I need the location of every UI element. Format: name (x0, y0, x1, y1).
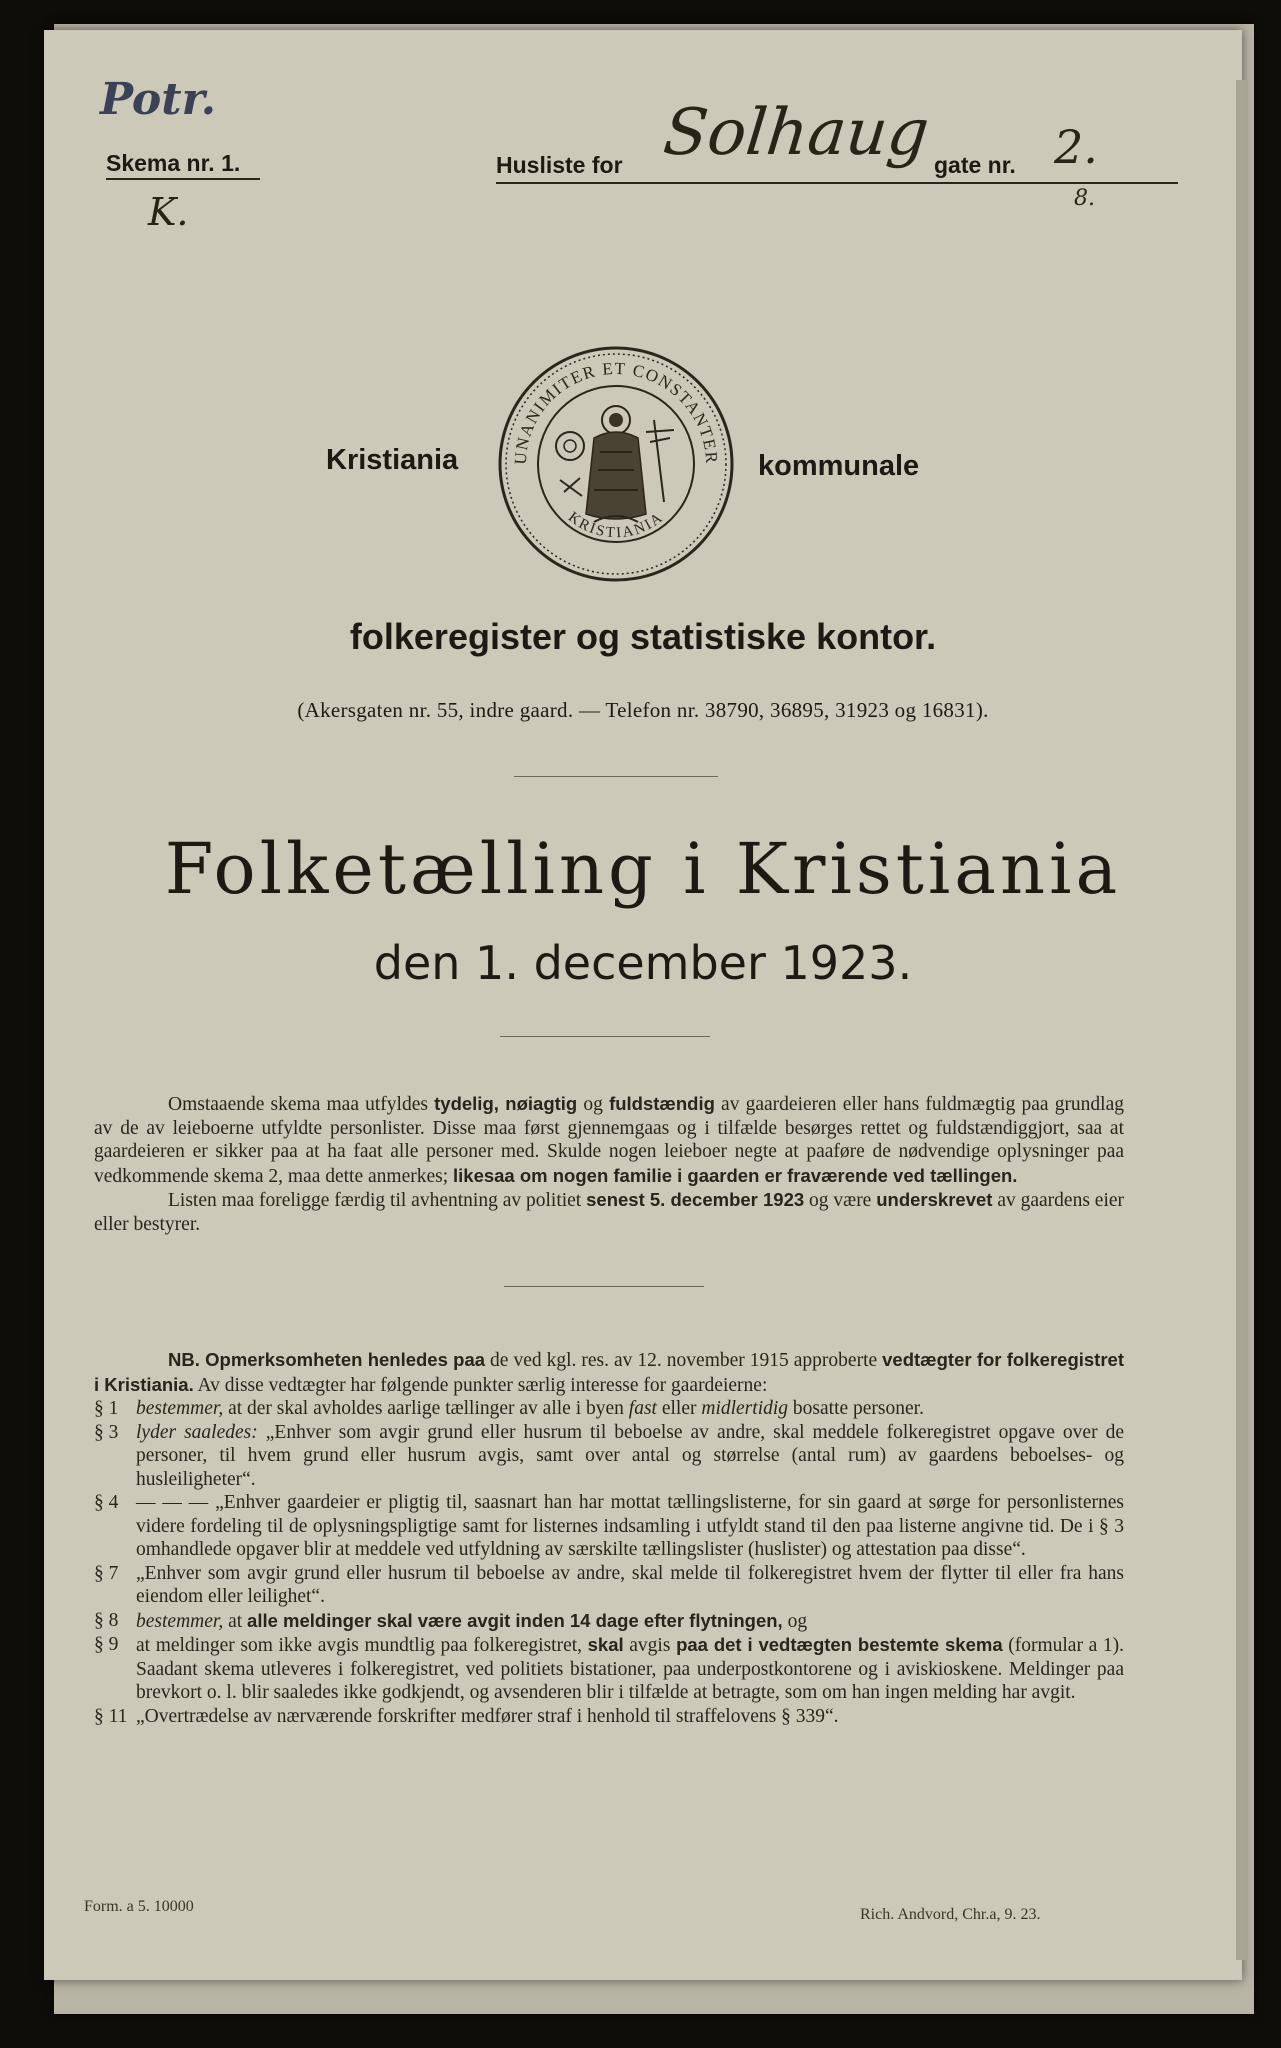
nb-italic: bestemmer, (136, 1610, 224, 1632)
section-11 (94, 1705, 1124, 1729)
nb-italic: lyder saaledes: (136, 1421, 258, 1443)
instructions-block (94, 1092, 1124, 1236)
skema-underline (106, 178, 260, 180)
instr-text: av gaardens eier eller bestyrer. (94, 1190, 1125, 1235)
nb-emphasis: NB. Opmerksomheten henledes paa (168, 1349, 486, 1370)
section-text (136, 1633, 1124, 1705)
section-text (136, 1609, 1124, 1634)
section-text: „Enhver som avgir grund eller husrum til beboelse av andre, skal melde til folkeregistret hvem der flytter til eller fra hans eiendom eller leilighet“. (136, 1562, 1124, 1607)
nb-text: at meldinger som ikke avgis mundtlig paa folkeregistret, (136, 1635, 588, 1656)
section-number: § 8 (94, 1609, 119, 1631)
section-7 (94, 1562, 1124, 1609)
office-right-word: kommunale (758, 450, 920, 482)
nb-intro (94, 1348, 1124, 1397)
printer-imprint: Rich. Andvord, Chr.a, 9. 23. (860, 1906, 1041, 1923)
husliste-label: Husliste for (496, 152, 623, 178)
nb-text: de ved kgl. res. av 12. november 1915 approberte (485, 1350, 883, 1371)
section-text (136, 1397, 1124, 1421)
kristiania-seal-emblem (494, 342, 738, 586)
section-4 (94, 1491, 1124, 1562)
nb-text: at der skal avholdes aarlige tællinger av alle i byen (223, 1398, 629, 1419)
instr-text: og være (804, 1190, 877, 1211)
handwritten-gate-subnumber: 8. (1074, 186, 1095, 211)
instr-text: av gaardeieren eller hans fuldmægtig paa grundlag av de av leieboerne utfyldte personlister. Disse maa først gjennemgaas og i tilfælde besørges rettet og fuldstændiggjort, saa at gaardeieren er sikker paa at ha faat alle personer med. Skulde nogen leieboer negte at paaføre de nødvendige oplysninger paa vedkommende skema 2, maa dette anmerkes; (94, 1094, 1125, 1187)
nb-text: at (223, 1610, 248, 1632)
nb-italic: bestemmer, (136, 1398, 224, 1419)
nb-text: „Enhver som avgir grund eller husrum til beboelse av andre, skal meddele folkeregistret opgave over de personer, til hvem grund eller husrum avgis, samt over antal og størrelse (antal rum) av gaardens beboelses- og husleiligheter“. (136, 1421, 1124, 1490)
nb-text: og (782, 1610, 808, 1632)
section-number: § 7 (94, 1562, 119, 1584)
nb-text: (formular a 1). Saadant skema utleveres i folkeregistret, ved politiets bistationer, paa underpostkontorene og i aviskioskene. Meldinger paa brevkort o. l. blir saaledes ikke godkjendt, og avsenderen blir i tilfælde at betragte, som om han ingen melding har avgit. (136, 1635, 1124, 1703)
seal-motto: UNANIMITER ET CONSTANTER (510, 358, 722, 466)
section-8 (94, 1609, 1124, 1634)
nb-text: eller (656, 1398, 702, 1419)
section-text: — — — „Enhver gaardeier er pligtig til, saasnart han har mottat tællingslisterne, for sin gaard at sørge for personlisternes videre fordeling til de oplysningspligtige samt for listernes indsamling i utfyldt stand til den paa listerne angivne tid. De i § 3 omhandlede opgaver blir at meddele ved utfyldning av særskilte tællingslister (huslister) og attestation paa disse“. (136, 1492, 1124, 1560)
section-number: § 11 (94, 1705, 128, 1727)
section-text: „Overtrædelse av nærværende forskrifter medfører straf i henhold til straffelovens § 339“. (136, 1705, 839, 1727)
nb-emphasis: paa det i vedtægten bestemte skema (676, 1634, 1003, 1655)
handwritten-street-name: Solhaug (660, 96, 933, 170)
section-text (136, 1421, 1124, 1492)
gate-label: gate nr. (934, 152, 1016, 178)
section-number: § 9 (94, 1634, 119, 1655)
section-number: § 1 (94, 1398, 119, 1419)
nb-emphasis: vedtægter for folkeregistret i Kristiania. (94, 1349, 1124, 1395)
nb-italic: midlertidig (701, 1398, 789, 1419)
instructions-paragraph-2 (94, 1188, 1124, 1236)
handwritten-gate-number: 2. (1054, 120, 1098, 174)
paper-edge (1236, 80, 1246, 1960)
nb-italic: fast (628, 1398, 657, 1419)
census-form-sheet (44, 30, 1242, 1980)
handwritten-skema-note: K. (148, 190, 189, 234)
instructions-paragraph-1 (94, 1092, 1124, 1188)
nb-text: Av disse vedtægter har følgende punkter særlig interesse for gaardeierne: (193, 1374, 768, 1396)
section-9 (94, 1633, 1124, 1705)
instr-text: Omstaaende skema maa utfyldes (168, 1094, 435, 1115)
header-underline (496, 182, 1178, 184)
section-3 (94, 1421, 1124, 1492)
skema-label: Skema nr. 1. (106, 150, 241, 176)
office-left-word: Kristiania (326, 444, 459, 476)
nb-block (94, 1348, 1124, 1728)
nb-emphasis: alle meldinger skal være avgit inden 14 dage efter flytningen, (247, 1609, 783, 1631)
instr-emphasis: fuldstændig (609, 1093, 715, 1114)
section-number: § 3 (94, 1421, 119, 1443)
page-title: Folketælling i Kristiania (164, 828, 1122, 910)
office-subtitle: folkeregister og statistiske kontor. (349, 616, 937, 657)
instr-emphasis: senest 5. december 1923 (586, 1189, 805, 1210)
instr-text: og (577, 1094, 610, 1115)
census-date: den 1. december 1923. (373, 936, 913, 990)
instr-emphasis: tydelig, nøiagtig (434, 1093, 578, 1114)
instr-emphasis: likesaa om nogen familie i gaarden er fraværende ved tællingen. (453, 1164, 1018, 1186)
handwritten-stamp: Potr. (100, 74, 217, 125)
nb-text: bosatte personer. (788, 1398, 924, 1419)
instr-emphasis: underskrevet (876, 1189, 993, 1210)
section-1 (94, 1397, 1124, 1421)
nb-emphasis: skal (587, 1634, 624, 1655)
divider-1 (514, 776, 718, 777)
divider-3 (504, 1286, 704, 1287)
seal-city-name: KRISTIANIA (565, 509, 667, 542)
office-address: (Akersgaten nr. 55, indre gaard. — Telefon nr. 38790, 36895, 31923 og 16831). (297, 698, 989, 722)
section-number: § 4 (94, 1492, 119, 1513)
instr-text: Listen maa foreligge færdig til avhentning av politiet (168, 1190, 587, 1211)
nb-text: avgis (623, 1635, 677, 1656)
divider-2 (500, 1036, 710, 1037)
form-number: Form. a 5. 10000 (84, 1898, 194, 1915)
